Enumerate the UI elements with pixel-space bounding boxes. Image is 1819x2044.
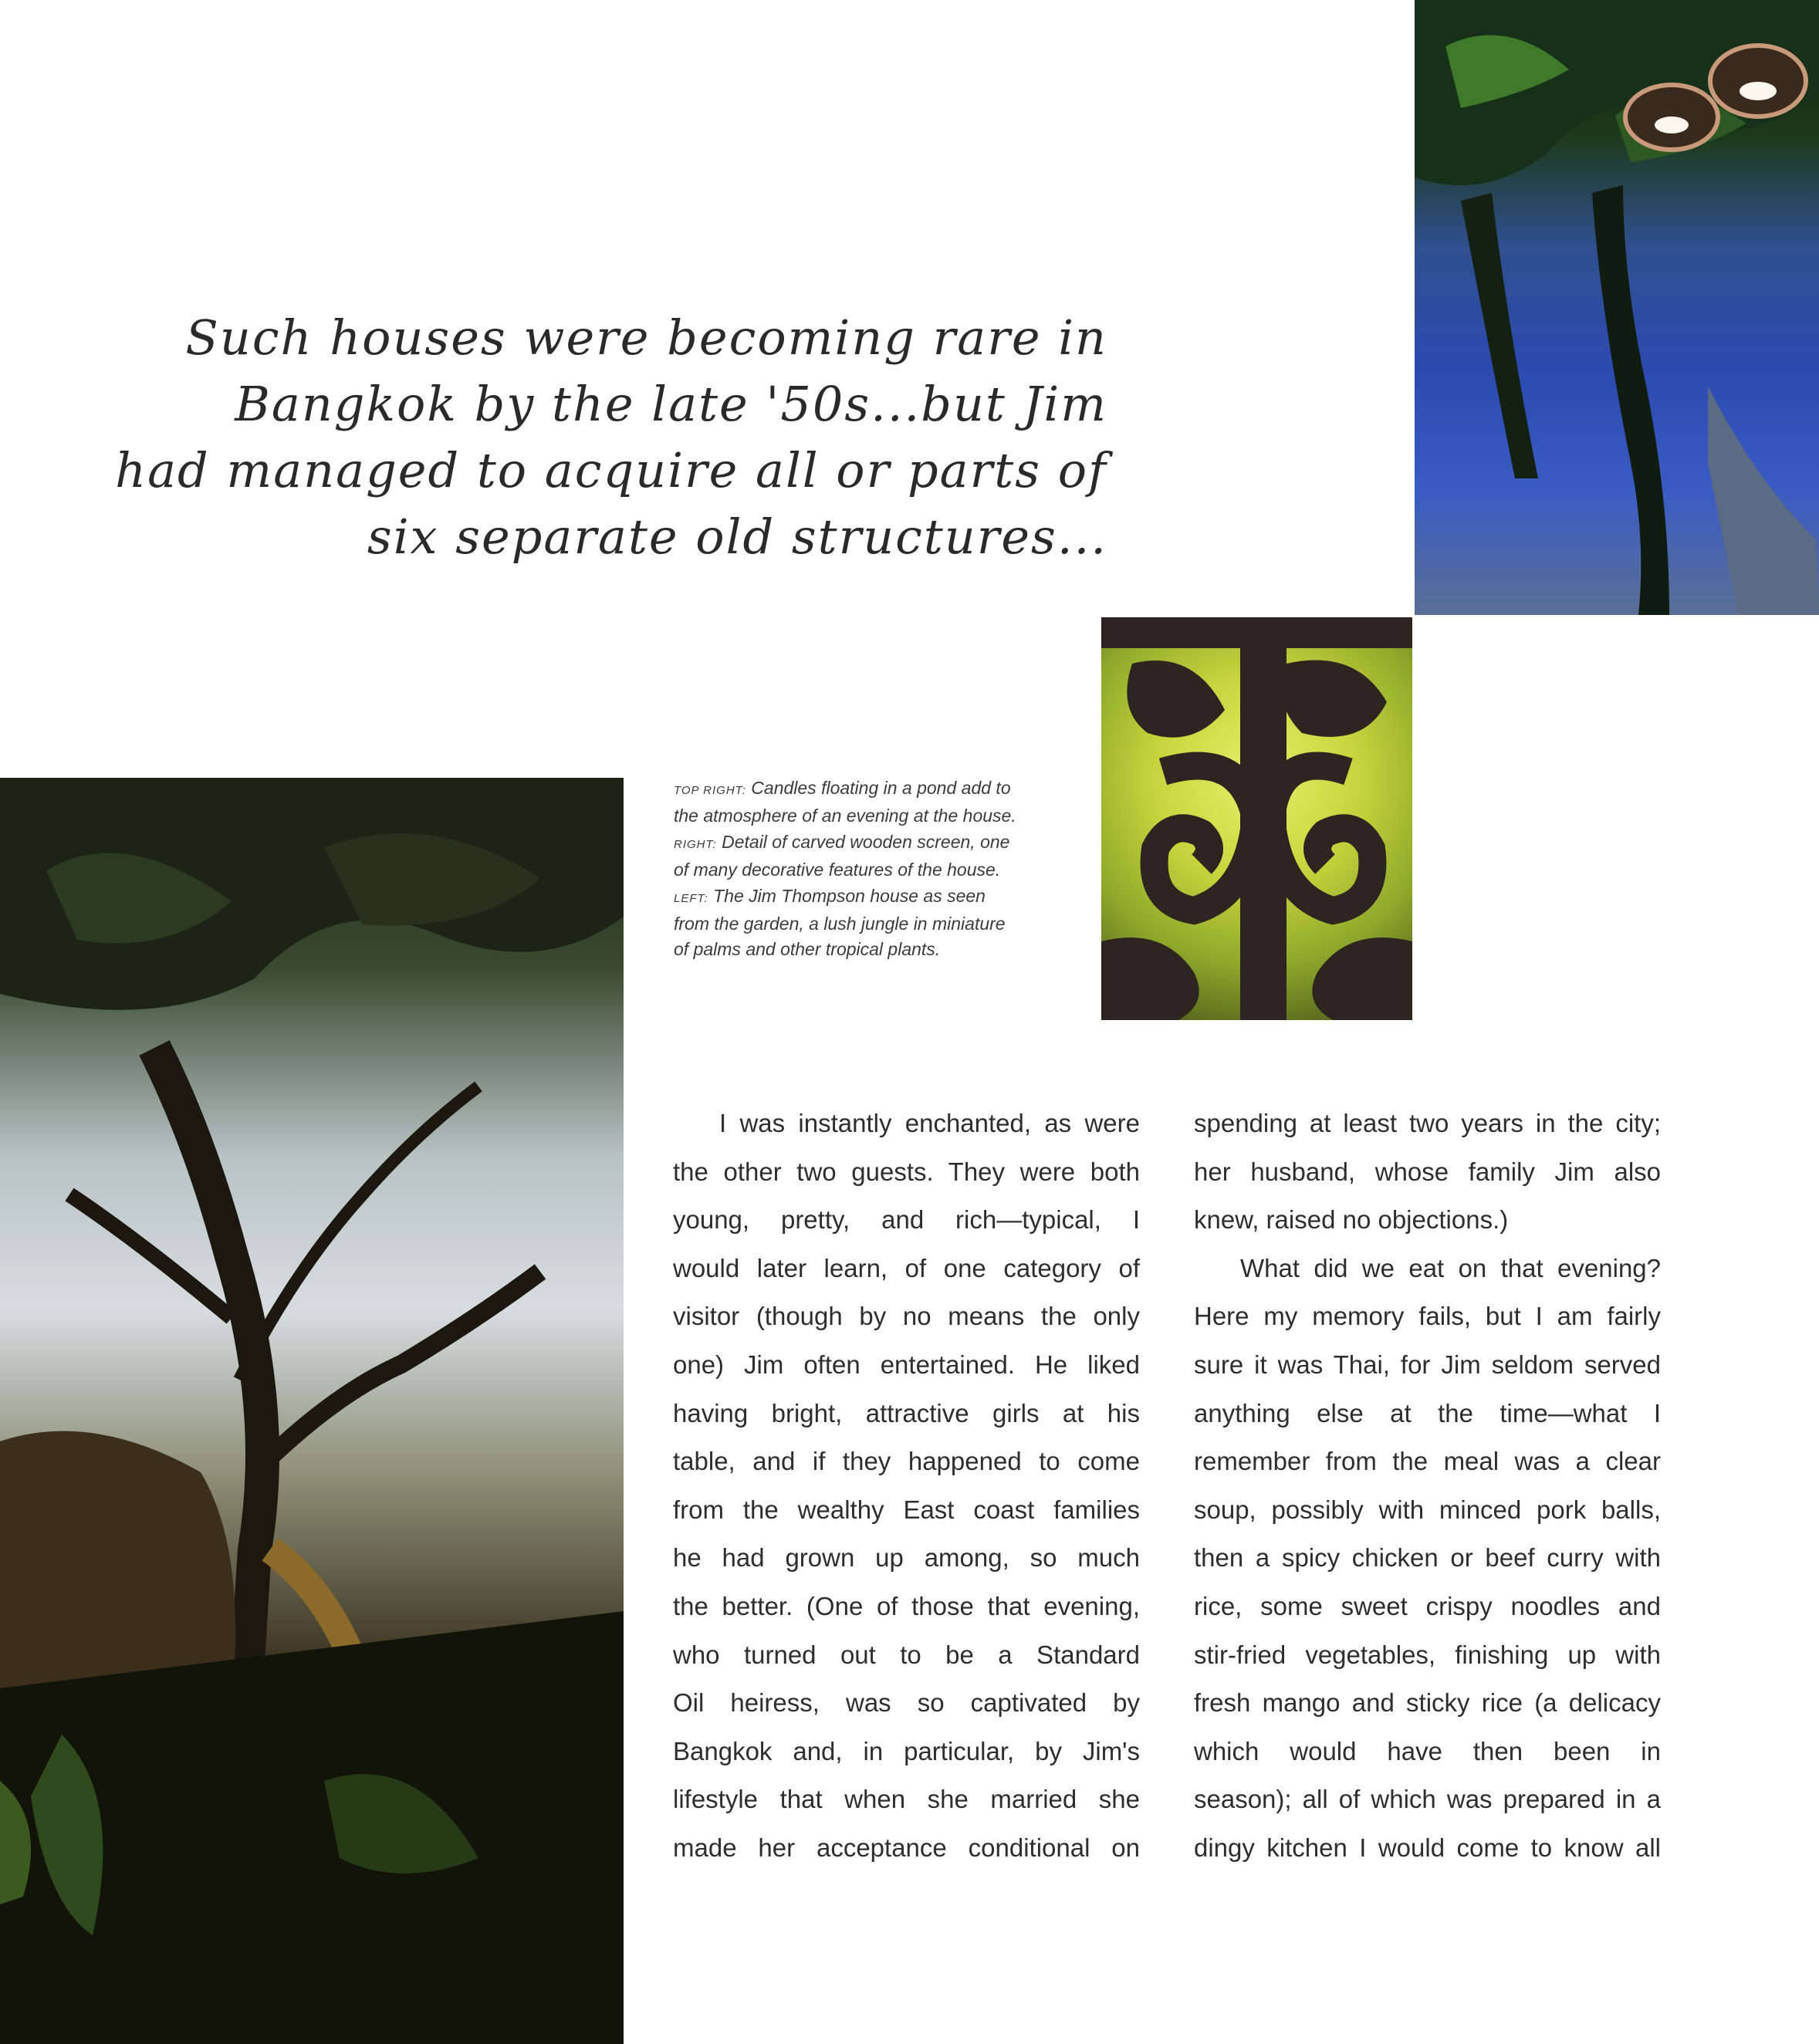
body-paragraph — [673, 1100, 1140, 1873]
photo-garden-house — [0, 778, 624, 2044]
quote-line: Bangkok by the late '50s...but Jim — [235, 376, 1107, 432]
body-line: anything else at the time—what I — [1194, 1398, 1661, 1427]
body-line: from the wealthy East coast families — [673, 1495, 1140, 1524]
caption-text: of many decorative features of the house. — [674, 860, 1001, 880]
caption-top-right — [674, 775, 1075, 829]
body-line: soup, possibly with minced pork balls, — [1194, 1495, 1661, 1524]
body-line: then a spicy chicken or beef curry with — [1194, 1543, 1661, 1573]
caption-left — [674, 883, 1075, 962]
body-paragraph — [1194, 1245, 1661, 1873]
body-line: dingy kitchen I would come to know all — [1194, 1833, 1661, 1862]
body-line: table, and if they happened to come — [673, 1447, 1140, 1476]
caption-label: RIGHT: — [674, 838, 717, 851]
body-line: young, pretty, and rich—typical, I — [673, 1205, 1140, 1235]
photo-caption — [674, 775, 1075, 963]
body-line: Here my memory fails, but I am fairly — [1194, 1302, 1661, 1331]
body-line: knew, raised no objections.) — [1194, 1205, 1509, 1235]
body-line: fresh mango and sticky rice (a delicacy — [1194, 1688, 1661, 1718]
body-line: Bangkok and, in particular, by Jim's — [673, 1736, 1140, 1765]
body-line: season); all of which was prepared in a — [1194, 1785, 1661, 1814]
caption-text: of palms and other tropical plants. — [674, 939, 941, 959]
body-line: stir-fried vegetables, finishing up with — [1194, 1640, 1661, 1669]
caption-text: the atmosphere of an evening at the house. — [674, 806, 1016, 826]
body-line: Oil heiress, was so captivated by — [673, 1688, 1140, 1718]
body-line: the better. (One of those that evening, — [673, 1591, 1140, 1620]
body-line: her husband, whose family Jim also — [1194, 1157, 1661, 1186]
body-line: spending at least two years in the city; — [1194, 1109, 1661, 1137]
caption-label: TOP RIGHT: — [674, 784, 746, 797]
body-line: the other two guests. They were both — [673, 1157, 1140, 1186]
caption-text: Candles floating in a pond add to — [751, 778, 1011, 798]
photo-carved-screen — [1101, 617, 1412, 1020]
handwritten-quote — [46, 305, 1107, 570]
body-line: he had grown up among, so much — [673, 1543, 1140, 1573]
caption-text: The Jim Thompson house as seen — [713, 886, 986, 906]
body-line: visitor (though by no means the only — [673, 1302, 1140, 1331]
caption-text: from the garden, a lush jungle in miniature — [674, 914, 1006, 934]
body-line: remember from the meal was a clear — [1194, 1447, 1661, 1476]
photo-candles-pond — [1415, 0, 1819, 615]
body-line: which would have then been in — [1194, 1736, 1661, 1765]
body-line: I was instantly enchanted, as were — [719, 1109, 1140, 1137]
body-line: having bright, attractive girls at his — [673, 1398, 1140, 1427]
body-line: would later learn, of one category of — [673, 1253, 1140, 1282]
body-line: made her acceptance conditional on — [673, 1833, 1140, 1862]
body-line: one) Jim often entertained. He liked — [673, 1350, 1140, 1379]
quote-line: Such houses were becoming rare in — [185, 309, 1107, 366]
quote-line: had managed to acquire all or parts of — [115, 442, 1107, 498]
caption-label: LEFT: — [674, 892, 708, 905]
body-line: What did we eat on that evening? — [1240, 1253, 1661, 1282]
body-line: lifestyle that when she married she — [673, 1785, 1140, 1814]
body-column-right — [1194, 1100, 1661, 1873]
body-column-left — [673, 1100, 1140, 1873]
body-line: rice, some sweet crispy noodles and — [1194, 1591, 1661, 1620]
quote-line: six separate old structures... — [367, 508, 1107, 565]
body-line: who turned out to be a Standard — [673, 1640, 1140, 1669]
body-paragraph — [1194, 1100, 1661, 1245]
caption-right — [674, 829, 1075, 883]
body-line: sure it was Thai, for Jim seldom served — [1194, 1350, 1661, 1379]
caption-text: Detail of carved wooden screen, one — [722, 832, 1010, 852]
